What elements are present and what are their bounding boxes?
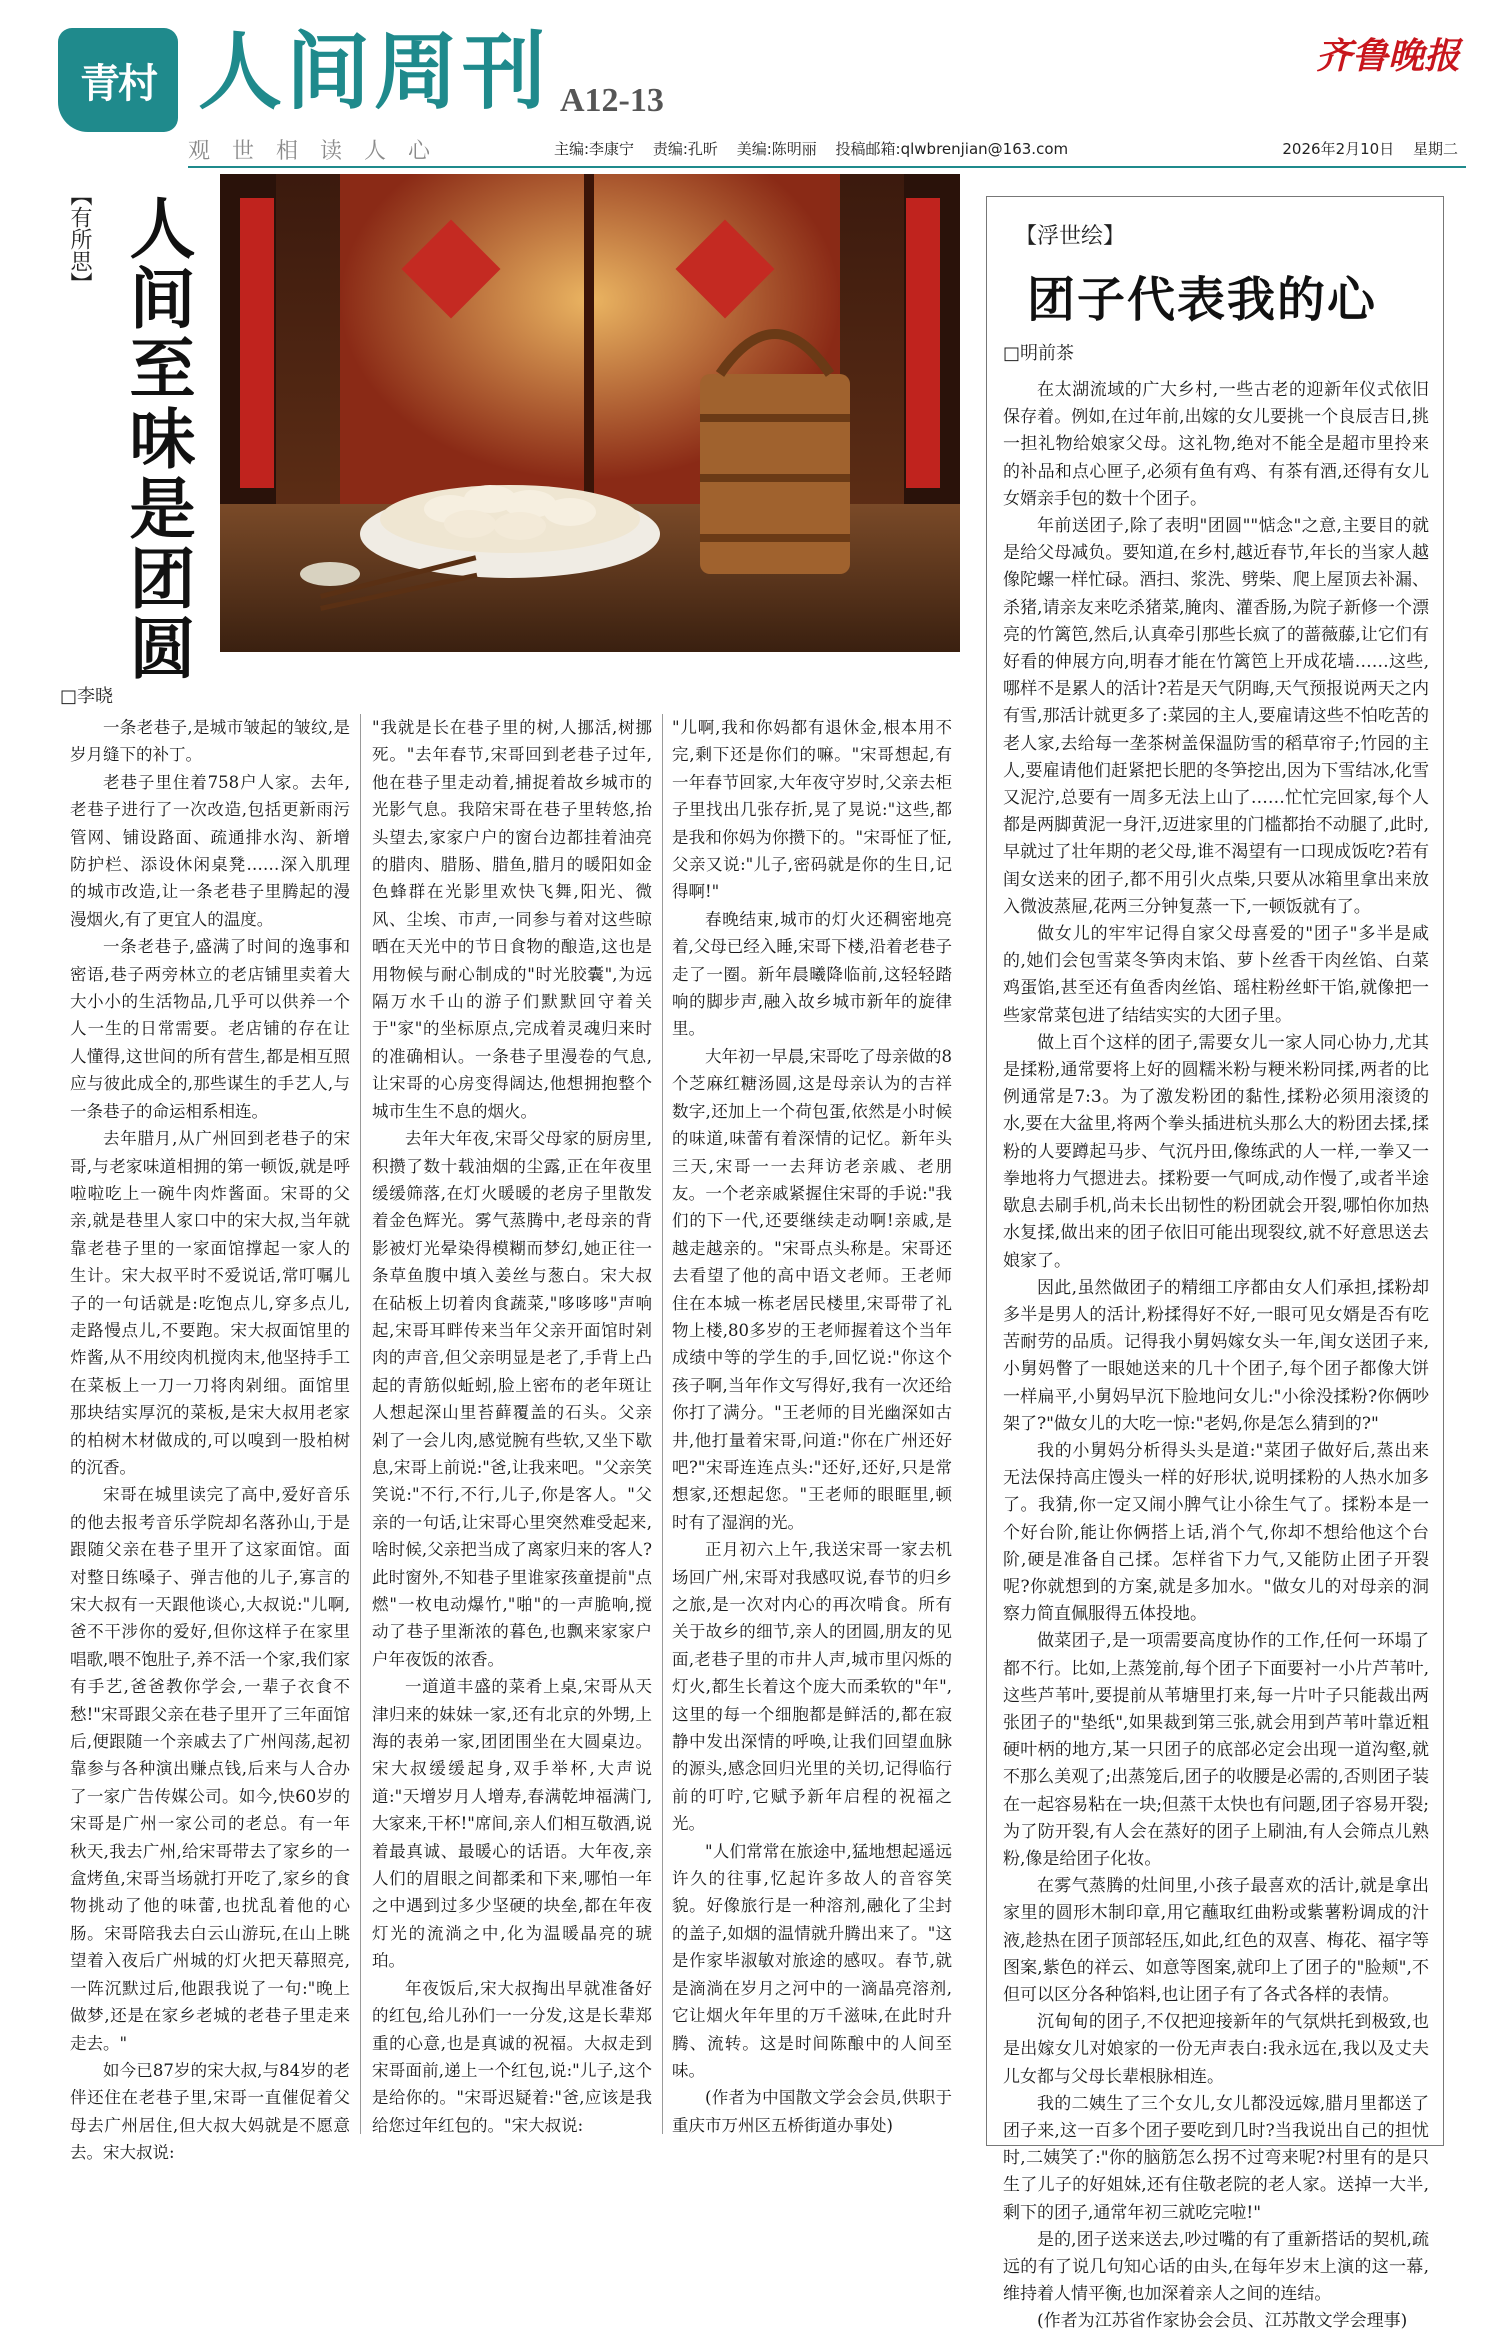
paragraph: 是的,团子送来送去,吵过嘴的有了重新搭话的契机,疏远的有了说几句知心话的由头,在每年岁末上演的这一幕,维持着人情平衡,也加深着亲人之间的连结。 bbox=[1003, 2229, 1429, 2305]
article-body bbox=[1003, 377, 1429, 2332]
author-note: (作者为中国散文学会会员,供职于重庆市万州区五桥街道办事处) bbox=[672, 2088, 952, 2135]
paragraph: 去年大年夜,宋哥父母家的厨房里,积攒了数十载油烟的尘露,正在年夜里缓缓筛落,在灯火暖暖的老房子里散发着金色辉光。雾气蒸腾中,老母亲的背影被灯光晕染得模糊而梦幻,她正往一条草鱼腹中填入姜丝与葱白。宋大叔在砧板上切着肉食蔬菜,"哆哆哆"声响起,宋哥耳畔传来当年父亲开面馆时剁肉的声音,但父亲明显是老了,手背上凸起的青筋似蚯蚓,脸上密布的老年斑让人想起深山里苔藓覆盖的石头。父亲剁了一会儿肉,感觉腕有些软,又坐下歇息,宋哥上前说:"爸,让我来吧。"父亲笑笑说:"不行,不行,儿子,你是客人。"父亲的一句话,让宋哥心里突然难受起来,啥时候,父亲把当成了离家归来的客人?此时窗外,不知巷子里谁家孩童提前"点燃"一枚电动爆竹,"啪"的一声脆响,搅动了巷子里渐浓的暮色,也飘来家家户户年夜饭的浓香。 bbox=[372, 1129, 652, 1669]
article-byline: □明前茶 bbox=[1003, 343, 1075, 364]
page-number: A12-13 bbox=[560, 82, 664, 119]
column-divider bbox=[360, 714, 361, 2134]
section-subtitle: 观世相读人心 bbox=[188, 139, 453, 164]
credit-responsible-editor: 责编:孔昕 bbox=[652, 140, 718, 158]
body-column-3 bbox=[672, 714, 952, 2144]
masthead bbox=[22, 22, 1466, 172]
body-column-1 bbox=[70, 714, 350, 2163]
issue-weekday: 星期二 bbox=[1412, 140, 1458, 158]
left-article bbox=[42, 174, 960, 2163]
masthead-rule bbox=[188, 166, 1466, 168]
paragraph: 正月初六上午,我送宋哥一家去机场回广州,宋哥对我感叹说,春节的归乡之旅,是一次对内心的再次啃食。所有关于故乡的细节,亲人的团圆,朋友的见面,老巷子里的市井人声,城市里闪烁的灯火,都生长着这个庞大而柔软的"年",这里的每一个细胞都是鲜活的,都在寂静中发出深情的呼唤,让我们回望血脉的源头,感念回归光里的关切,记得临行前的叮咛,它赋予新年启程的祝福之光。 bbox=[672, 1540, 952, 1834]
right-article bbox=[986, 196, 1444, 2332]
paragraph: 大年初一早晨,宋哥吃了母亲做的8个芝麻红糖汤圆,这是母亲认为的吉祥数字,还加上一个荷包蛋,依然是小时候的味道,味蕾有着深情的记忆。新年头三天,宋哥一一去拜访老亲戚、老朋友。一个老亲戚紧握住宋哥的手说:"我们的下一代,还要继续走动啊!亲戚,是越走越亲的。"宋哥点头称是。宋哥还去看望了他的高中语文老师。王老师住在本城一栋老居民楼里,宋哥带了礼物上楼,80多岁的王老师握着这个当年成绩中等的学生的手,回忆说:"你这个孩子啊,当年作文写得好,我有一次还给你打了满分。"王老师的目光幽深如古井,他打量着宋哥,问道:"你在广州还好吧?"宋哥连连点头:"还好,还好,只是常想家,还想起您。"王老师的眼眶里,顿时有了湿润的光。 bbox=[672, 1046, 952, 1532]
paragraph: 去年腊月,从广州回到老巷子的宋哥,与老家味道相拥的第一顿饭,就是呼啦啦吃上一碗牛肉炸酱面。宋哥的父亲,就是巷里人家口中的宋大叔,当年就靠老巷子里的一家面馆撑起一家人的生计。宋大叔平时不爱说话,常叮嘱儿子的一句话就是:吃饱点儿,穿多点儿,走路慢点儿,不要跑。宋大叔面馆里的炸酱,从不用绞肉机搅肉末,他坚持手工在菜板上一刀一刀将肉剁细。面馆里那块结实厚沉的菜板,是宋大叔用老家的柏树木材做成的,可以嗅到一股柏树的沉香。 bbox=[70, 1129, 350, 1477]
paragraph: "人们常常在旅途中,猛地想起遥远许久的往事,忆起许多故人的音容笑貌。好像旅行是一种溶剂,融化了尘封的盖子,如烟的温情就升腾出来了。"这是作家毕淑敏对旅途的感叹。春节,就是滴淌在岁月之河中的一滴晶亮溶剂,它让烟火年年里的万千滋味,在此时升腾、流转。这是时间陈酿中的人间至味。 bbox=[672, 1841, 952, 2080]
author-note: (作者为江苏省作家协会会员、江苏散文学会理事) bbox=[1037, 2311, 1408, 2332]
paragraph: 做上百个这样的团子,需要女儿一家人同心协力,尤其是揉粉,通常要将上好的圆糯米粉与粳米粉同揉,两者的比例通常是7:3。为了激发粉团的黏性,揉粉必须用滚烫的水,要在大盆里,将两个拳头插进杭头那么大的粉团去揉,揉粉的人要蹲起马步、气沉丹田,像练武的人一样,一拳又一拳地将力气摁进去。揉粉要一气呵成,动作慢了,或者半途歇息去刷手机,尚未长出韧性的粉团就会开裂,哪怕你加热水复揉,做出来的团子依旧可能出现裂纹,就不好意思送去娘家了。 bbox=[1003, 1032, 1429, 1271]
credit-art-editor: 美编:陈明丽 bbox=[736, 140, 817, 158]
body-column-2 bbox=[372, 714, 652, 2144]
paragraph: 年夜饭后,宋大叔掏出早就准备好的红包,给儿孙们一一分发,这是长辈郑重的心意,也是真诚的祝福。大叔走到宋哥面前,递上一个红包,说:"儿子,这个是给你的。"宋哥迟疑着:"爸,应该是我给您过年红包的。"宋大叔说: bbox=[372, 1978, 652, 2135]
dumplings-photo-illustration bbox=[220, 174, 960, 652]
article-headline: 团子代表我的心 bbox=[1027, 272, 1378, 328]
paragraph: "儿啊,我和你妈都有退休金,根本用不完,剩下还是你们的嘛。"宋哥想起,有一年春节回家,大年夜守岁时,父亲去柜子里找出几张存折,晃了晃说:"这些,都是我和你妈为你攒下的。"宋哥怔了怔,父亲又说:"儿子,密码就是你的生日,记得啊!" bbox=[672, 718, 952, 902]
column-tag: 【浮世绘】 bbox=[1015, 224, 1126, 249]
logo-text: 青村 bbox=[80, 60, 156, 107]
paragraph: 沉甸甸的团子,不仅把迎接新年的气氛烘托到极致,也是出嫁女儿对娘家的一份无声表白:我永远在,我以及丈夫儿女都与父母长辈根脉相连。 bbox=[1003, 2012, 1429, 2087]
paragraph: 如今已87岁的宋大叔,与84岁的老伴还住在老巷子里,宋哥一直催促着父母去广州居住,但大叔大妈就是不愿意去。宋大叔说: bbox=[70, 2060, 350, 2163]
section-title: 人间周刊 bbox=[198, 22, 551, 121]
column-divider bbox=[662, 714, 663, 2134]
article-body bbox=[60, 714, 960, 2163]
paragraph: 一道道丰盛的菜肴上桌,宋哥从天津归来的妹妹一家,还有北京的外甥,上海的表弟一家,团团围坐在大圆桌边。宋大叔缓缓起身,双手举杯,大声说道:"天增岁月人增寿,春满乾坤福满门,大家来,干杯!"席间,亲人们相互敬酒,说着最真诚、最暖心的话语。大年夜,亲人们的眉眼之间都柔和下来,哪怕一年之中遇到过多少坚硬的块垒,都在年夜灯光的流淌之中,化为温暖晶亮的琥珀。 bbox=[372, 1677, 652, 1971]
paragraph: 年前送团子,除了表明"团圆""惦念"之意,主要目的就是给父母减负。要知道,在乡村,越近春节,年长的当家人越像陀螺一样忙碌。酒扫、浆洗、劈柴、爬上屋顶去补漏、杀猪,请亲友来吃杀猪菜,腌肉、灌香肠,为院子新修一个漂亮的竹篱笆,然后,认真牵引那些长疯了的蔷薇藤,让它们有好看的伸展方向,明春才能在竹篱笆上开成花墙……这些,哪样不是累人的活计?若是天气阴晦,天气预报说两天之内有雪,那活计就更多了:菜园的主人,要雇请这些不怕吃苦的老人家,去给每一垄茶树盖保温防雪的稻草帘子;竹园的主人,要雇请他们赶紧把长肥的冬笋挖出,因为下雪结冰,化雪又泥泞,总要有一周多无法上山了……忙忙完回家,每个人都是两脚黄泥一身汗,迈进家里的门槛都抬不动腿了,此时,早就过了壮年期的老父母,谁不渴望有一口现成饭吃?若有闺女送来的团子,都不用引火点柴,只要从冰箱里拿出来放入微波蒸屉,花两三分钟复蒸一下,一顿饭就有了。 bbox=[1003, 516, 1429, 917]
editor-credits bbox=[554, 138, 1082, 159]
issue-date: 2026年2月10日 bbox=[1282, 140, 1395, 158]
dumplings-photo bbox=[220, 174, 960, 652]
paragraph: 一条老巷子,盛满了时间的逸事和密语,巷子两旁林立的老店铺里卖着大大小小的生活物品,几乎可以供养一个人一生的日常需要。老店铺的存在让人懂得,这世间的所有营生,都是相互照应与彼此成全的,那些谋生的手艺人,与一条巷子的命运相系相连。 bbox=[70, 937, 350, 1121]
credit-editor-in-chief: 主编:李康宁 bbox=[554, 140, 635, 158]
paragraph: 做女儿的牢牢记得自家父母喜爱的"团子"多半是咸的,她们会包雪菜冬笋肉末馅、萝卜丝香干肉丝馅、白菜鸡蛋馅,甚至还有鱼香肉丝馅、瑶柱粉丝虾干馅,就像把一些家常菜包进了结结实实的大团子里。 bbox=[1003, 924, 1429, 1026]
newspaper-name: 齐鲁晚报 bbox=[1315, 35, 1460, 77]
article-byline: □李晓 bbox=[60, 686, 114, 707]
paragraph: 老巷子里住着758户人家。去年,老巷子进行了一次改造,包括更新雨污管网、铺设路面、疏通排水沟、新增防护栏、添设休闲桌凳……深入肌理的城市改造,让一条老巷子里腾起的漫漫烟火,有了更宜人的温度。 bbox=[70, 772, 350, 929]
paragraph: 在雾气蒸腾的灶间里,小孩子最喜欢的活计,就是拿出家里的圆形木制印章,用它蘸取红曲粉或紫薯粉调成的汁液,趁热在团子顶部轻压,如此,红色的双喜、梅花、福字等图案,紫色的祥云、如意等图案,就印上了团子的"脸颊",不但可以区分各种馅料,也让团子有了各式各样的表情。 bbox=[1003, 1876, 1429, 2005]
credit-submission-email: 投稿邮箱:qlwbrenjian@163.com bbox=[835, 140, 1069, 158]
qingcun-logo bbox=[58, 28, 178, 132]
paragraph: 我的小舅妈分析得头头是道:"菜团子做好后,蒸出来无法保持高庄馒头一样的好形状,说明揉粉的人热水加多了。我猜,你一定又闹小脾气让小徐生气了。揉粉本是一个好台阶,能让你俩搭上话,消个气,你却不想给他这个台阶,硬是准备自己揉。怎样省下力气,又能防止团子开裂呢?你就想到的方案,就是多加水。"做女儿的对母亲的洞察力简直佩服得五体投地。 bbox=[1003, 1440, 1429, 1625]
article-headline: 人间至味是团圆 bbox=[118, 194, 196, 684]
paragraph: 因此,虽然做团子的精细工序都由女人们承担,揉粉却多半是男人的活计,粉揉得好不好,一眼可见女婿是否有吃苦耐劳的品质。记得我小舅妈嫁女头一年,闺女送团子来,小舅妈瞥了一眼她送来的几十个团子,每个团子都像大饼一样扁平,小舅妈早沉下脸地问女儿:"小徐没揉粉?你俩吵架了?"做女儿的大吃一惊:"老妈,你是怎么猜到的?" bbox=[1003, 1277, 1429, 1434]
paragraph: 宋哥在城里读完了高中,爱好音乐的他去报考音乐学院却名落孙山,于是跟随父亲在巷子里开了这家面馆。面对整日练嗓子、弹吉他的儿子,寡言的宋大叔有一天跟他谈心,大叔说:"儿啊,爸不干涉你的爱好,但你这样子在家里唱歌,喂不饱肚子,养不活一个家,我们家有手艺,爸爸教你学会,一辈子衣食不愁!"宋哥跟父亲在巷子里开了三年面馆后,便跟随一个亲戚去了广州闯荡,起初靠参与各种演出赚点钱,后来与人合办了一家广告传媒公司。如今,快60岁的宋哥是广州一家公司的老总。有一年秋天,我去广州,给宋哥带去了家乡的一盒烤鱼,宋哥当场就打开吃了,家乡的食物挑动了他的味蕾,也扰乱着他的心肠。宋哥陪我去白云山游玩,在山上眺望着入夜后广州城的灯火把天幕照亮,一阵沉默过后,他跟我说了一句:"晚上做梦,还是在家乡老城的老巷子里走来走去。" bbox=[70, 1485, 350, 2053]
paragraph: 我的二姨生了三个女儿,女儿都没远嫁,腊月里都送了团子来,这一百多个团子要吃到几时?当我说出自己的担忧时,二姨笑了:"你的脑筋怎么拐不过弯来呢?村里有的是只生了儿子的好姐妹,还有住敬老院的老人家。送掉一大半,剩下的团子,通常年初三就吃完啦!" bbox=[1003, 2093, 1429, 2223]
column-tag: 【有所思】 bbox=[67, 184, 92, 294]
paragraph: 一条老巷子,是城市皱起的皱纹,是岁月缝下的补丁。 bbox=[70, 718, 350, 765]
paragraph: 在太湖流域的广大乡村,一些古老的迎新年仪式依旧保存着。例如,在过年前,出嫁的女儿要挑一个良辰吉日,挑一担礼物给娘家父母。这礼物,绝对不能全是超市里拎来的补品和点心匣子,必须有鱼有鸡、有茶有酒,还得有女儿女婿亲手包的数十个团子。 bbox=[1003, 380, 1429, 509]
right-article-frame bbox=[986, 196, 1444, 2332]
paragraph: 春晚结束,城市的灯火还稠密地亮着,父母已经入睡,宋哥下楼,沿着老巷子走了一圈。新年晨曦降临前,这轻轻踏响的脚步声,融入故乡城市新年的旋律里。 bbox=[672, 909, 952, 1039]
paragraph: 做菜团子,是一项需要高度协作的工作,任何一环塌了都不行。比如,上蒸笼前,每个团子下面要衬一小片芦苇叶,这些芦苇叶,要提前从苇塘里打来,每一片叶子只能裁出两张团子的"垫纸",如果裁到第三张,就会用到芦苇叶靠近粗硬叶柄的地方,某一只团子的底部必定会出现一道沟壑,就不那么美观了;出蒸笼后,团子的收腰是必需的,否则团子装在一起容易粘在一块;但蒸干太快也有问题,团子容易开裂;为了防开裂,有人会在蒸好的团子上刷油,有人会筛点儿熟粉,像是给团子化妆。 bbox=[1003, 1631, 1429, 1869]
paragraph: "我就是长在巷子里的树,人挪活,树挪死。"去年春节,宋哥回到老巷子过年,他在巷子里走动着,捕捉着故乡城市的光影气息。我陪宋哥在巷子里转悠,抬头望去,家家户户的窗台边都挂着油亮的腊肉、腊肠、腊鱼,腊月的暖阳如金色蜂群在光影里欢快飞舞,阳光、微风、尘埃、市声,一同参与着对这些晾晒在天光中的节日食物的酿造,这也是用物候与耐心制成的"时光胶囊",为远隔万水千山的游子们默默回守着关于"家"的坐标原点,完成着灵魂归来时的准确相认。一条巷子里漫卷的气息,让宋哥的心房变得阔达,他想拥抱整个城市生生不息的烟火。 bbox=[372, 718, 652, 1121]
dateline bbox=[1268, 138, 1458, 159]
